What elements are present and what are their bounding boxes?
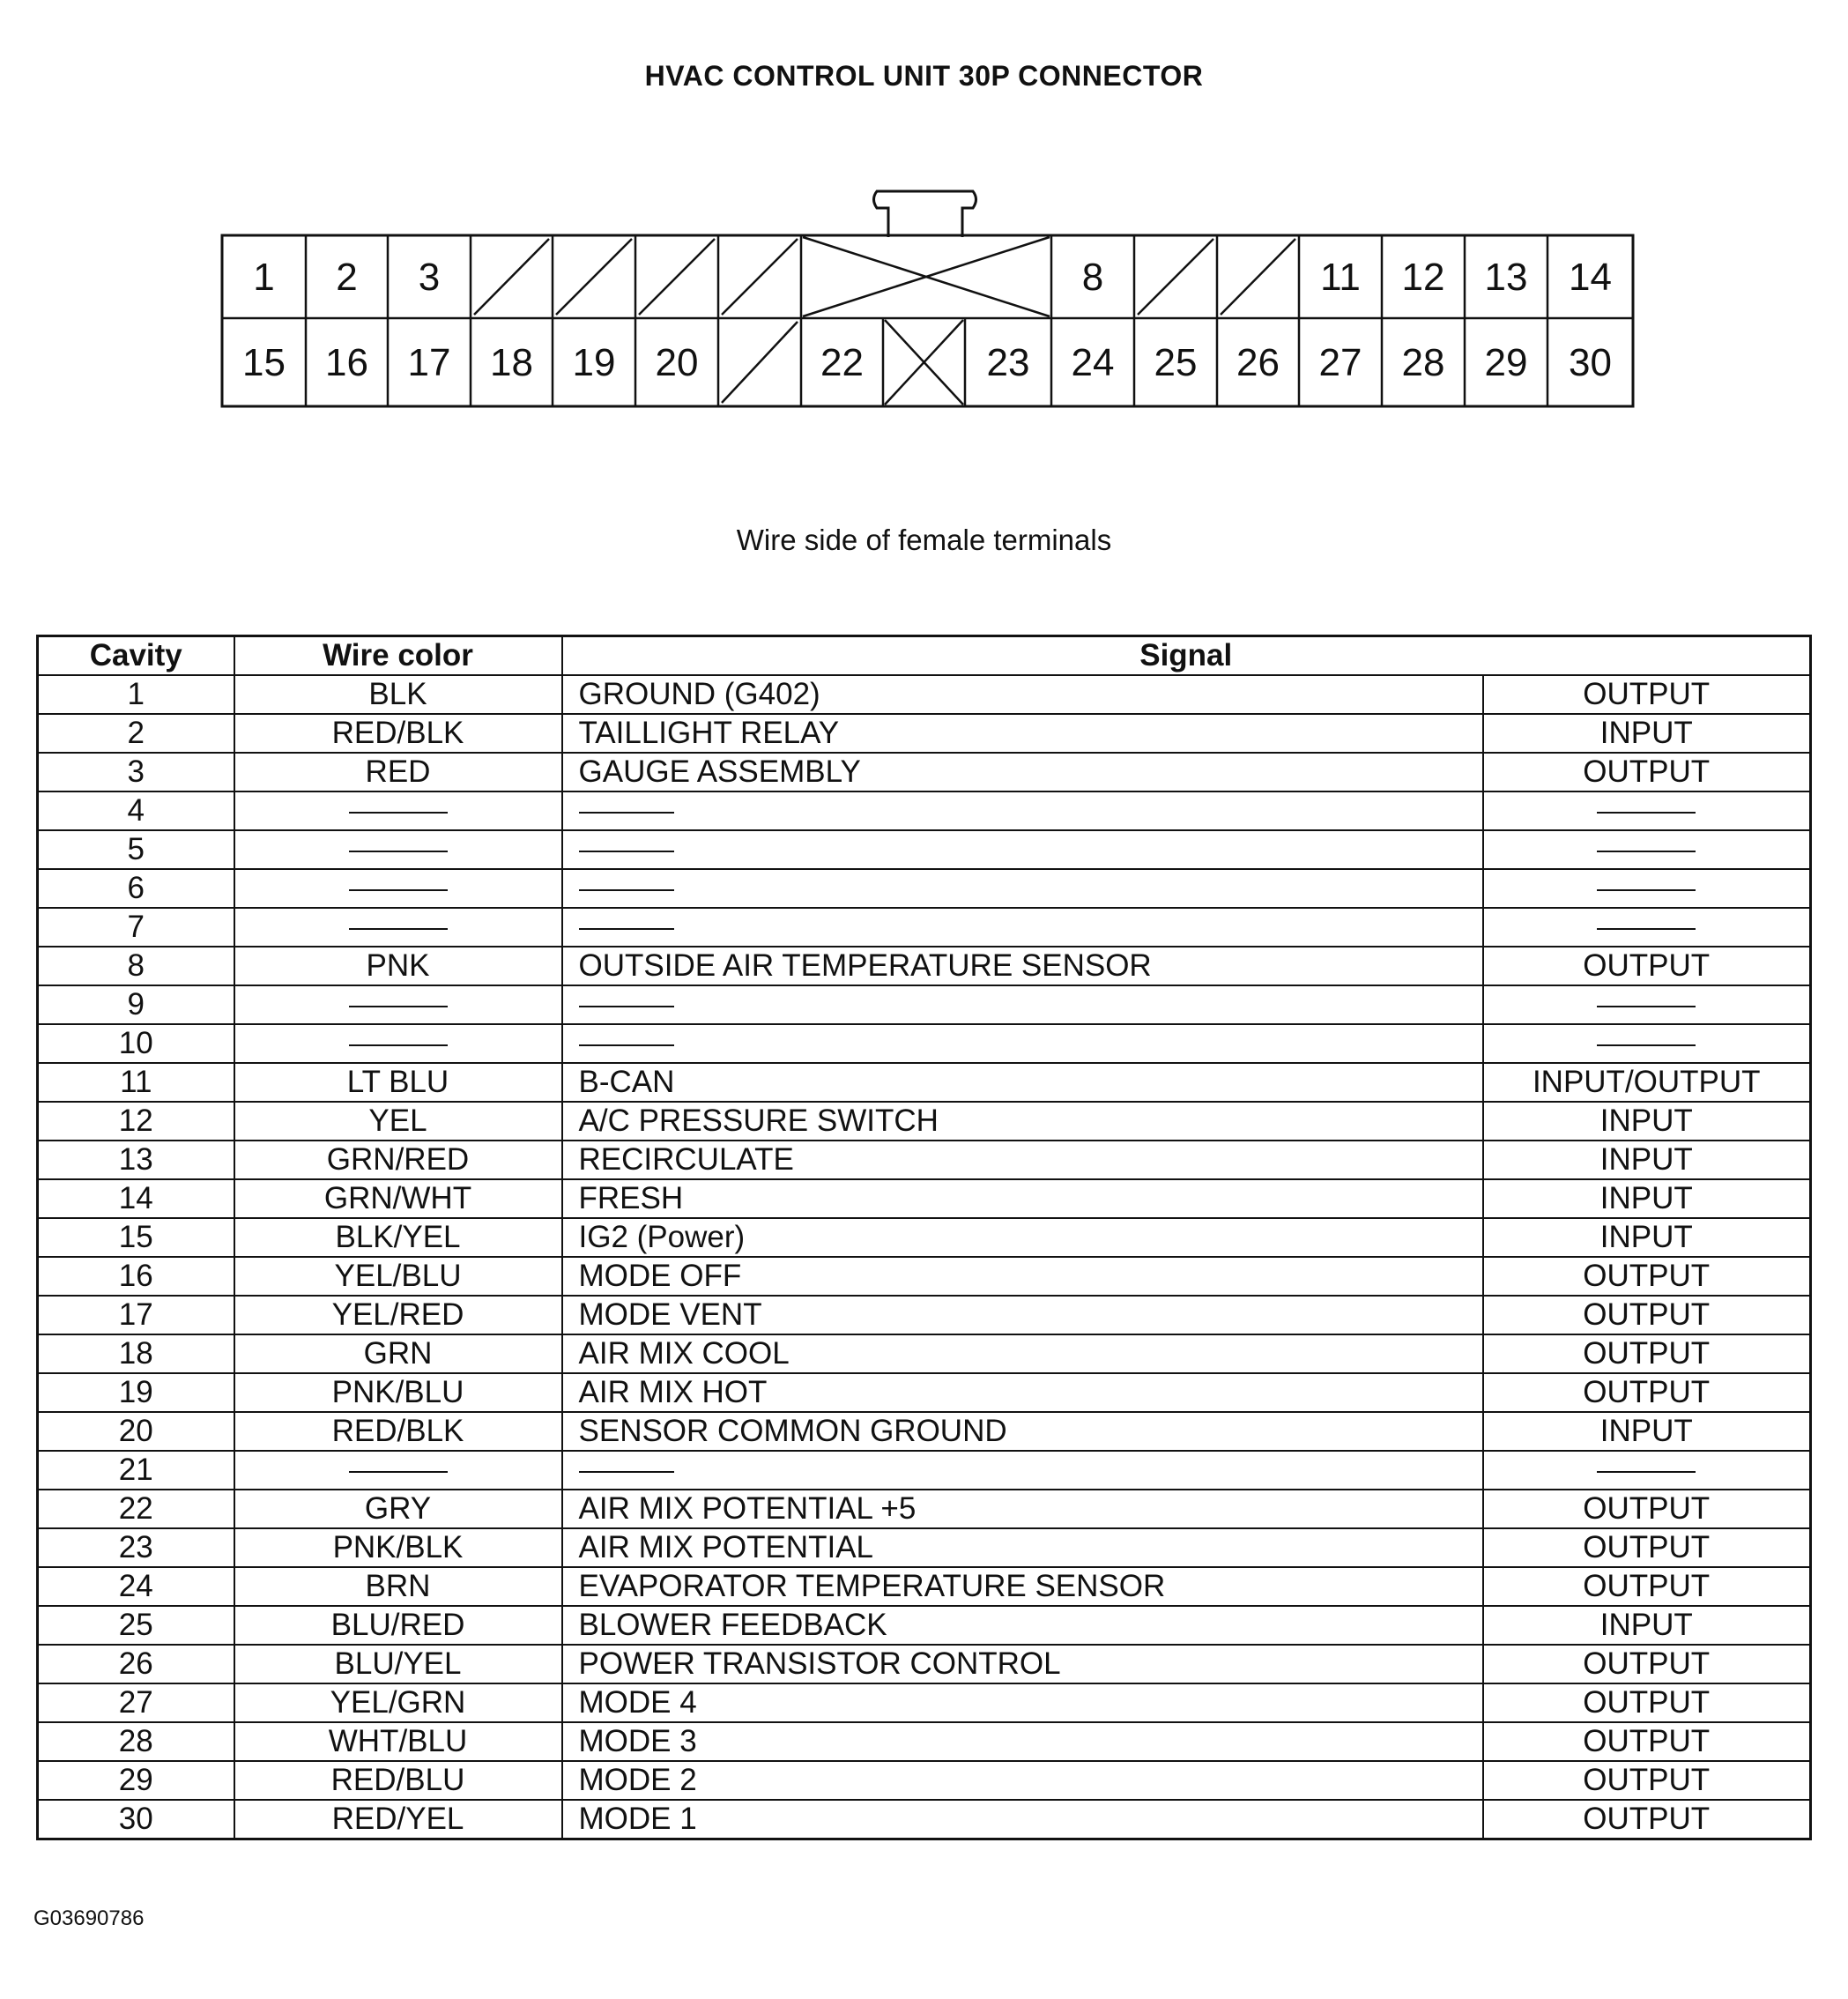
empty-dash [1597, 1471, 1696, 1473]
cell-wire-color [234, 869, 562, 908]
top-cavity-10 [1138, 239, 1213, 315]
cell-wire-color: BLU/RED [234, 1606, 562, 1645]
bottom-cavity-number: 29 [1484, 341, 1528, 384]
cell-wire-color: WHT/BLU [234, 1722, 562, 1761]
cell-cavity: 28 [38, 1722, 234, 1761]
table-row [38, 1528, 1811, 1567]
table-row [38, 1800, 1811, 1839]
cell-wire-color: PNK/BLK [234, 1528, 562, 1567]
cell-cavity: 23 [38, 1528, 234, 1567]
cell-cavity: 24 [38, 1567, 234, 1606]
empty-dash [349, 889, 448, 891]
table-row [38, 753, 1811, 791]
cell-wire-color: YEL/GRN [234, 1683, 562, 1722]
cell-signal: POWER TRANSISTOR CONTROL [562, 1645, 1483, 1683]
cell-wire-color: GRY [234, 1490, 562, 1528]
cell-signal: GROUND (G402) [562, 675, 1483, 714]
top-cavity-number: 8 [1081, 256, 1104, 299]
top-cavity-number: 2 [336, 256, 358, 299]
empty-dash [579, 1044, 674, 1046]
cell-direction: INPUT [1483, 1412, 1811, 1451]
table-header-row [38, 636, 1811, 676]
bottom-cavity-number: 25 [1154, 341, 1198, 384]
table-row [38, 1063, 1811, 1102]
table-row [38, 1024, 1811, 1063]
cell-cavity: 16 [38, 1257, 234, 1296]
cell-direction: OUTPUT [1483, 1257, 1811, 1296]
cell-signal: B-CAN [562, 1063, 1483, 1102]
top-cavity-number: 14 [1569, 256, 1612, 299]
cell-cavity: 4 [38, 791, 234, 830]
table-row [38, 675, 1811, 714]
cell-wire-color: RED [234, 753, 562, 791]
cell-signal: SENSOR COMMON GROUND [562, 1412, 1483, 1451]
empty-dash [349, 1044, 448, 1046]
cell-signal: FRESH [562, 1179, 1483, 1218]
table-row [38, 1296, 1811, 1334]
bottom-cavity-number: 30 [1569, 341, 1612, 384]
cell-direction: OUTPUT [1483, 1528, 1811, 1567]
cell-direction: OUTPUT [1483, 1722, 1811, 1761]
cell-wire-color: GRN [234, 1334, 562, 1373]
bottom-cavity-7 [722, 322, 798, 403]
cell-direction: OUTPUT [1483, 1761, 1811, 1800]
cell-wire-color: LT BLU [234, 1063, 562, 1102]
cell-direction: INPUT [1483, 714, 1811, 753]
cell-wire-color: BLK [234, 675, 562, 714]
cell-wire-color [234, 830, 562, 869]
bottom-cavity-number: 15 [242, 341, 286, 384]
empty-dash [579, 928, 674, 930]
table-row [38, 1451, 1811, 1490]
cell-wire-color [234, 1024, 562, 1063]
bottom-cavity-9 [885, 320, 963, 405]
cell-cavity: 29 [38, 1761, 234, 1800]
cell-cavity: 20 [38, 1412, 234, 1451]
cell-direction: OUTPUT [1483, 1296, 1811, 1334]
cell-cavity: 6 [38, 869, 234, 908]
cell-direction [1483, 1024, 1811, 1063]
cell-direction: INPUT [1483, 1141, 1811, 1179]
diagram-title: HVAC CONTROL UNIT 30P CONNECTOR [644, 60, 1204, 92]
cell-signal: MODE 4 [562, 1683, 1483, 1722]
cell-cavity: 5 [38, 830, 234, 869]
table-row [38, 869, 1811, 908]
cell-direction [1483, 908, 1811, 947]
empty-dash [579, 851, 674, 852]
cell-direction: OUTPUT [1483, 675, 1811, 714]
table-row [38, 1218, 1811, 1257]
cell-cavity: 10 [38, 1024, 234, 1063]
empty-dash [1597, 1006, 1696, 1007]
cell-direction [1483, 791, 1811, 830]
table-row [38, 1761, 1811, 1800]
cell-direction: INPUT [1483, 1218, 1811, 1257]
top-cavity-number: 1 [253, 256, 275, 299]
top-cavity-number: 3 [418, 256, 441, 299]
cell-cavity: 22 [38, 1490, 234, 1528]
cell-cavity: 11 [38, 1063, 234, 1102]
cell-direction: OUTPUT [1483, 1490, 1811, 1528]
bottom-cavity-number: 26 [1236, 341, 1280, 384]
cell-cavity: 14 [38, 1179, 234, 1218]
table-row [38, 1490, 1811, 1528]
empty-dash [349, 812, 448, 814]
cell-cavity: 13 [38, 1141, 234, 1179]
header-wire-color: Wire color [234, 636, 562, 676]
cell-direction: OUTPUT [1483, 1334, 1811, 1373]
cell-wire-color: PNK/BLU [234, 1373, 562, 1412]
empty-dash [349, 1006, 448, 1007]
top-cavity-4 [474, 239, 549, 315]
cell-direction: INPUT/OUTPUT [1483, 1063, 1811, 1102]
cell-signal: GAUGE ASSEMBLY [562, 753, 1483, 791]
figure-code: G03690786 [33, 1906, 145, 1930]
cell-wire-color: YEL/RED [234, 1296, 562, 1334]
table-row [38, 830, 1811, 869]
cell-direction: OUTPUT [1483, 1645, 1811, 1683]
empty-dash [579, 1471, 674, 1473]
empty-dash [579, 812, 674, 814]
cell-cavity: 3 [38, 753, 234, 791]
empty-dash [1597, 889, 1696, 891]
cell-wire-color: RED/BLK [234, 714, 562, 753]
bottom-cavity-number: 28 [1401, 341, 1445, 384]
table-row [38, 1141, 1811, 1179]
cell-cavity: 15 [38, 1218, 234, 1257]
table-row [38, 1567, 1811, 1606]
cell-wire-color: BRN [234, 1567, 562, 1606]
cell-direction: OUTPUT [1483, 947, 1811, 985]
connector-caption: Wire side of female terminals [736, 524, 1112, 556]
bottom-cavity-number: 17 [407, 341, 451, 384]
cell-wire-color [234, 985, 562, 1024]
cell-wire-color: RED/BLU [234, 1761, 562, 1800]
table-row [38, 947, 1811, 985]
empty-dash [1597, 928, 1696, 930]
cell-signal: TAILLIGHT RELAY [562, 714, 1483, 753]
cell-direction: OUTPUT [1483, 1683, 1811, 1722]
cell-cavity: 30 [38, 1800, 234, 1839]
top-cavity-number: 12 [1401, 256, 1445, 299]
cell-direction: OUTPUT [1483, 1373, 1811, 1412]
cell-cavity: 21 [38, 1451, 234, 1490]
table-row [38, 791, 1811, 830]
empty-dash [1597, 1044, 1696, 1046]
cell-cavity: 17 [38, 1296, 234, 1334]
cell-cavity: 18 [38, 1334, 234, 1373]
cell-wire-color: PNK [234, 947, 562, 985]
cell-wire-color: RED/BLK [234, 1412, 562, 1451]
cell-signal: AIR MIX COOL [562, 1334, 1483, 1373]
cell-cavity: 9 [38, 985, 234, 1024]
cell-wire-color [234, 791, 562, 830]
cell-signal: A/C PRESSURE SWITCH [562, 1102, 1483, 1141]
cell-signal: MODE 1 [562, 1800, 1483, 1839]
bottom-cavity-number: 24 [1071, 341, 1115, 384]
table-row [38, 1179, 1811, 1218]
bottom-cavity-number: 23 [986, 341, 1030, 384]
cell-signal: MODE VENT [562, 1296, 1483, 1334]
cell-cavity: 27 [38, 1683, 234, 1722]
cell-direction [1483, 830, 1811, 869]
cell-cavity: 26 [38, 1645, 234, 1683]
bottom-cavity-number: 18 [490, 341, 533, 384]
cell-signal: EVAPORATOR TEMPERATURE SENSOR [562, 1567, 1483, 1606]
cell-signal: MODE 2 [562, 1761, 1483, 1800]
connector-lock-tab [874, 191, 976, 237]
cell-cavity: 25 [38, 1606, 234, 1645]
bottom-cavity-number: 19 [572, 341, 616, 384]
connector-diagram [0, 0, 1848, 423]
empty-dash [1597, 812, 1696, 814]
cell-signal: MODE 3 [562, 1722, 1483, 1761]
top-cavity-8 [803, 237, 1050, 316]
bottom-cavity-number: 27 [1318, 341, 1362, 384]
cell-cavity: 8 [38, 947, 234, 985]
cell-wire-color [234, 1451, 562, 1490]
cell-wire-color [234, 908, 562, 947]
empty-dash [1597, 851, 1696, 852]
cell-direction [1483, 1451, 1811, 1490]
cell-wire-color: YEL/BLU [234, 1257, 562, 1296]
cell-signal [562, 791, 1483, 830]
header-cavity: Cavity [38, 636, 234, 676]
cell-signal [562, 985, 1483, 1024]
cell-direction [1483, 869, 1811, 908]
cell-cavity: 19 [38, 1373, 234, 1412]
empty-dash [349, 1471, 448, 1473]
cell-signal [562, 1451, 1483, 1490]
cell-signal: MODE OFF [562, 1257, 1483, 1296]
cell-signal [562, 830, 1483, 869]
cell-signal: AIR MIX HOT [562, 1373, 1483, 1412]
cell-direction: INPUT [1483, 1179, 1811, 1218]
table-row [38, 985, 1811, 1024]
cell-signal: OUTSIDE AIR TEMPERATURE SENSOR [562, 947, 1483, 985]
cell-signal: BLOWER FEEDBACK [562, 1606, 1483, 1645]
table-row [38, 1412, 1811, 1451]
table-row [38, 1683, 1811, 1722]
cell-direction: INPUT [1483, 1102, 1811, 1141]
cell-signal [562, 869, 1483, 908]
top-cavity-7 [722, 239, 798, 315]
cell-direction: OUTPUT [1483, 1567, 1811, 1606]
cell-cavity: 12 [38, 1102, 234, 1141]
cell-signal: AIR MIX POTENTIAL [562, 1528, 1483, 1567]
table-row [38, 1606, 1811, 1645]
cell-signal: RECIRCULATE [562, 1141, 1483, 1179]
cell-wire-color: BLU/YEL [234, 1645, 562, 1683]
empty-dash [349, 928, 448, 930]
cell-direction [1483, 985, 1811, 1024]
cell-signal [562, 1024, 1483, 1063]
empty-dash [349, 851, 448, 852]
bottom-cavity-number: 20 [655, 341, 699, 384]
cell-wire-color: GRN/WHT [234, 1179, 562, 1218]
header-signal: Signal [562, 636, 1811, 676]
top-cavity-6 [639, 239, 715, 315]
top-cavity-number: 11 [1320, 256, 1361, 299]
table-row [38, 908, 1811, 947]
top-cavity-number: 13 [1484, 256, 1528, 299]
table-row [38, 714, 1811, 753]
cell-direction: INPUT [1483, 1606, 1811, 1645]
cell-signal: AIR MIX POTENTIAL +5 [562, 1490, 1483, 1528]
table-row [38, 1373, 1811, 1412]
cell-wire-color: GRN/RED [234, 1141, 562, 1179]
top-cavity-11 [1221, 239, 1295, 315]
table-row [38, 1257, 1811, 1296]
cell-wire-color: YEL [234, 1102, 562, 1141]
cell-wire-color: BLK/YEL [234, 1218, 562, 1257]
cell-cavity: 2 [38, 714, 234, 753]
cell-signal: IG2 (Power) [562, 1218, 1483, 1257]
empty-dash [579, 1006, 674, 1007]
empty-dash [579, 889, 674, 891]
cell-wire-color: RED/YEL [234, 1800, 562, 1839]
table-row [38, 1102, 1811, 1141]
table-row [38, 1645, 1811, 1683]
cell-cavity: 7 [38, 908, 234, 947]
table-row [38, 1334, 1811, 1373]
cell-direction: OUTPUT [1483, 1800, 1811, 1839]
pinout-table [36, 635, 1812, 1840]
bottom-cavity-number: 16 [325, 341, 368, 384]
cell-signal [562, 908, 1483, 947]
table-row [38, 1722, 1811, 1761]
cell-cavity: 1 [38, 675, 234, 714]
bottom-cavity-number: 22 [820, 341, 864, 384]
cell-direction: OUTPUT [1483, 753, 1811, 791]
top-cavity-5 [556, 239, 632, 315]
